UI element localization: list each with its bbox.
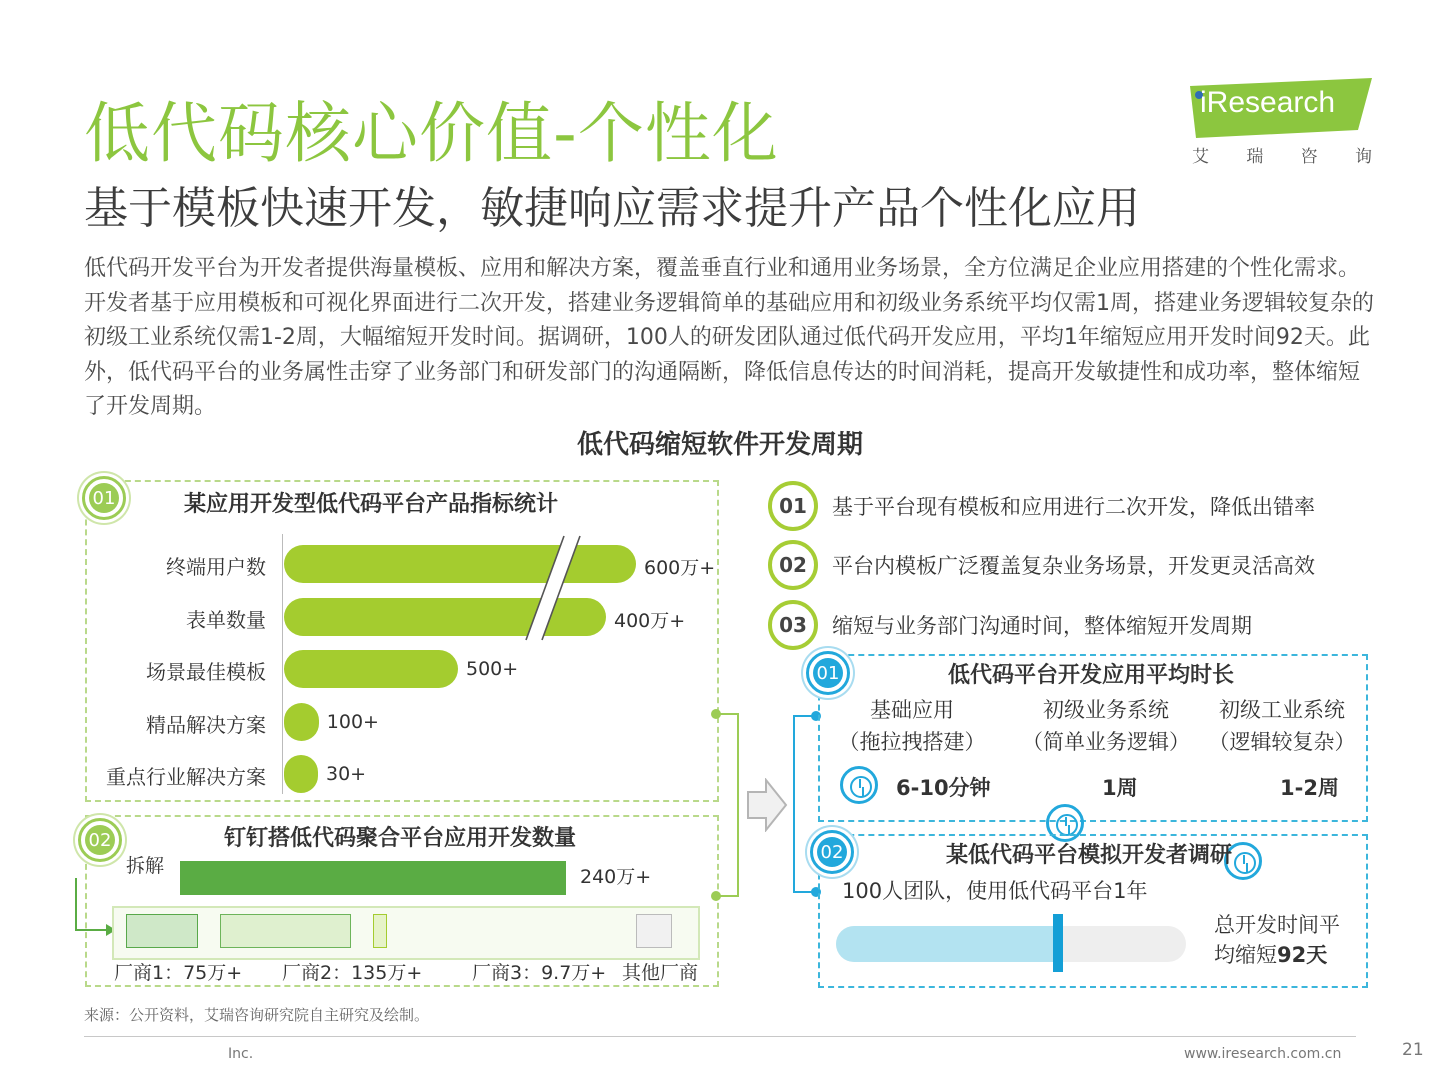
step-number-circle — [768, 481, 818, 531]
survey-result — [1214, 910, 1354, 970]
bar-category-label: 场景最佳模板 — [146, 660, 266, 684]
indicator-bar — [284, 650, 458, 688]
duration-app-desc: （简单业务逻辑） — [1022, 730, 1190, 754]
bar-category-label: 终端用户数 — [166, 555, 266, 579]
footer-divider — [84, 1036, 1356, 1037]
step-number-circle — [768, 540, 818, 590]
vendor-label: 其他厂商 — [622, 962, 699, 984]
footer-company: Inc. — [228, 1046, 254, 1062]
logo-cn-char: 瑞 — [1246, 147, 1264, 167]
chart-axis-line — [282, 534, 283, 794]
page-number: 21 — [1402, 1040, 1424, 1060]
panel1-number: 01 — [89, 483, 119, 513]
logo-text: iResearch — [1200, 86, 1336, 119]
panel1-number-badge — [82, 476, 126, 520]
axis-break-icon — [530, 532, 610, 644]
right2-number-badge — [810, 830, 854, 874]
panel2-number: 02 — [85, 825, 115, 855]
duration-app-desc: （拖拉拽搭建） — [838, 730, 986, 754]
step-text: 基于平台现有模板和应用进行二次开发，降低出错率 — [832, 495, 1315, 519]
survey-result-value: 92天 — [1277, 943, 1328, 967]
vendor-box — [126, 914, 198, 948]
source-note: 来源：公开资料，艾瑞咨询研究院自主研究及绘制。 — [84, 1006, 430, 1024]
step-text: 缩短与业务部门沟通时间，整体缩短开发周期 — [832, 614, 1252, 638]
bar-value-label: 30+ — [326, 763, 367, 785]
duration-app-type: 初级工业系统 — [1219, 698, 1345, 722]
right1-number: 01 — [813, 658, 843, 688]
duration-app-desc: （逻辑较复杂） — [1208, 730, 1356, 754]
bar-value-label: 400万+ — [614, 609, 686, 632]
step-number: 03 — [779, 613, 807, 637]
step-number-circle — [768, 600, 818, 650]
logo-cn-char: 询 — [1354, 147, 1372, 167]
duration-app-type: 初级业务系统 — [1043, 698, 1169, 722]
split-label: 拆解 — [126, 855, 165, 877]
dingtalk-total-bar — [180, 861, 566, 895]
duration-value: 6-10分钟 — [896, 776, 991, 800]
vendor-box — [373, 914, 387, 948]
vendor-breakdown — [112, 906, 700, 960]
iresearch-logo — [1188, 78, 1372, 167]
right1-number-badge — [806, 651, 850, 695]
indicator-bar — [284, 703, 319, 741]
vendor-box — [220, 914, 350, 948]
left-connector-icon — [706, 706, 746, 902]
bar-category-label: 表单数量 — [186, 607, 266, 632]
right1-title: 低代码平台开发应用平均时长 — [948, 663, 1235, 688]
clock-icon — [840, 766, 878, 804]
indicator-bar — [284, 755, 318, 793]
duration-value: 1-2周 — [1280, 776, 1339, 800]
survey-progress-fill — [836, 926, 1057, 962]
survey-progress-marker — [1053, 914, 1063, 972]
logo-cn-char: 艾 — [1192, 147, 1209, 167]
step-number: 02 — [779, 553, 807, 577]
survey-result-prefix: 总开发时间平均缩短 — [1214, 913, 1340, 967]
dingtalk-total-value: 240万+ — [580, 866, 652, 888]
panel2-title: 钉钉搭低代码聚合平台应用开发数量 — [224, 826, 577, 851]
bar-value-label: 600万+ — [644, 557, 716, 579]
panel-platform-stats — [85, 480, 719, 802]
duration-value: 1周 — [1102, 776, 1138, 800]
vendor-label: 厂商3：9.7万+ — [472, 962, 607, 984]
vendor-label: 厂商1：75万+ — [114, 962, 243, 984]
panel2-number-badge — [78, 818, 122, 862]
step-text: 平台内模板广泛覆盖复杂业务场景，开发更灵活高效 — [832, 554, 1315, 578]
footer-url: www.iresearch.com.cn — [1184, 1046, 1342, 1062]
panel1-title: 某应用开发型低代码平台产品指标统计 — [184, 492, 559, 517]
survey-description: 100人团队，使用低代码平台1年 — [842, 879, 1148, 903]
bar-category-label: 精品解决方案 — [146, 712, 266, 737]
section-title: 低代码缩短软件开发周期 — [576, 430, 863, 460]
page-subtitle: 基于模板快速开发，敏捷响应需求提升产品个性化应用 — [84, 183, 1140, 234]
duration-app-type: 基础应用 — [870, 698, 954, 722]
logo-cn — [1192, 142, 1372, 167]
bar-value-label: 100+ — [326, 710, 379, 733]
step-number: 01 — [779, 494, 807, 518]
duration-column-title — [802, 694, 1022, 758]
right2-number: 02 — [817, 837, 847, 867]
big-arrow-icon — [746, 778, 788, 832]
logo-cn-char: 咨 — [1300, 147, 1318, 167]
right2-title: 某低代码平台模拟开发者调研 — [946, 843, 1233, 868]
vendor-box — [636, 914, 672, 948]
intro-paragraph: 低代码开发平台为开发者提供海量模板、应用和解决方案，覆盖垂直行业和通用业务场景，全方位满足企业应用搭建的个性化需求。开发者基于应用模板和可视化界面进行二次开发，搭建业务逻辑简单的基础应用和初级业务系统平均仅需1周，搭建业务逻辑较复杂的初级工业系统仅需1-2周，大幅缩短开发时间。据调研，100人的研发团队通过低代码开发应用，平均1年缩短应用开发时间92天。此外，低代码平台的业务属性击穿了业务部门和研发部门的沟通隔断，降低信息传达的时间消耗，提高开发敏捷性和成功率，整体缩短了开发周期。 — [84, 256, 1375, 419]
page-title: 低代码核心价值-个性化 — [84, 95, 779, 172]
bar-value-label: 500+ — [466, 658, 519, 680]
vendor-label: 厂商2：135万+ — [282, 962, 423, 984]
duration-column-title — [1172, 694, 1392, 758]
bar-category-label: 重点行业解决方案 — [106, 765, 266, 789]
